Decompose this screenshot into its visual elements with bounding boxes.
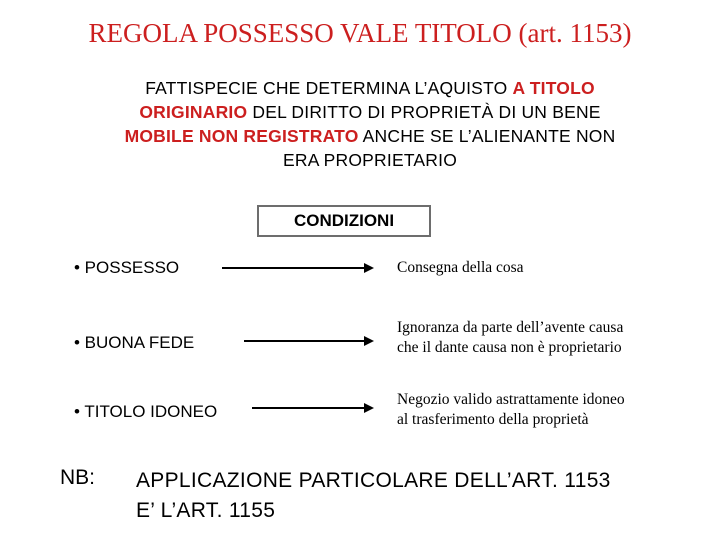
arrow-right-icon [222,263,374,273]
intro-text: ANCHE SE L’ALIENANTE NON [358,126,616,146]
nb-line-2: E’ L’ART. 1155 [136,499,276,522]
condition-titolo-idoneo: • TITOLO IDONEO [74,402,218,421]
desc-line: Negozio valido astrattamente idoneo [397,391,625,408]
arrow-right-icon [244,336,374,346]
intro-highlight: MOBILE NON REGISTRATO [124,126,359,146]
intro-text: DEL DIRITTO DI PROPRIETÀ DI UN BENE [247,102,601,122]
intro-line-1 [70,76,670,100]
intro-paragraph [70,76,670,172]
condition-buona-fede-desc [397,318,697,358]
intro-line-3 [70,124,670,148]
desc-line: al trasferimento della proprietà [397,411,589,428]
nb-line-1: APPLICAZIONE PARTICOLARE DELL’ART. 1153 [136,469,611,492]
desc-line: Ignoranza da parte dell’avente causa [397,319,624,336]
intro-highlight: ORIGINARIO [139,102,248,122]
conditions-box [257,205,431,237]
intro-text: FATTISPECIE CHE DETERMINA L’AQUISTO [145,78,513,98]
nb-label: NB: [60,466,96,489]
intro-highlight: A TITOLO [512,78,595,98]
condition-possesso-desc [397,258,697,278]
nb-note [136,466,611,526]
intro-line-2 [70,100,670,124]
desc-line: che il dante causa non è proprietario [397,339,622,356]
condition-titolo-idoneo-desc [397,390,697,430]
desc-line: Consegna della cosa [397,259,524,276]
condition-buona-fede: • BUONA FEDE [74,333,195,352]
conditions-label: CONDIZIONI [293,211,395,230]
arrow-right-icon [252,403,374,413]
slide-title: REGOLA POSSESSO VALE TITOLO (art. 1153) [88,18,632,48]
condition-possesso: • POSSESSO [74,258,180,277]
intro-text: ERA PROPRIETARIO [282,150,458,170]
intro-line-4 [70,148,670,172]
